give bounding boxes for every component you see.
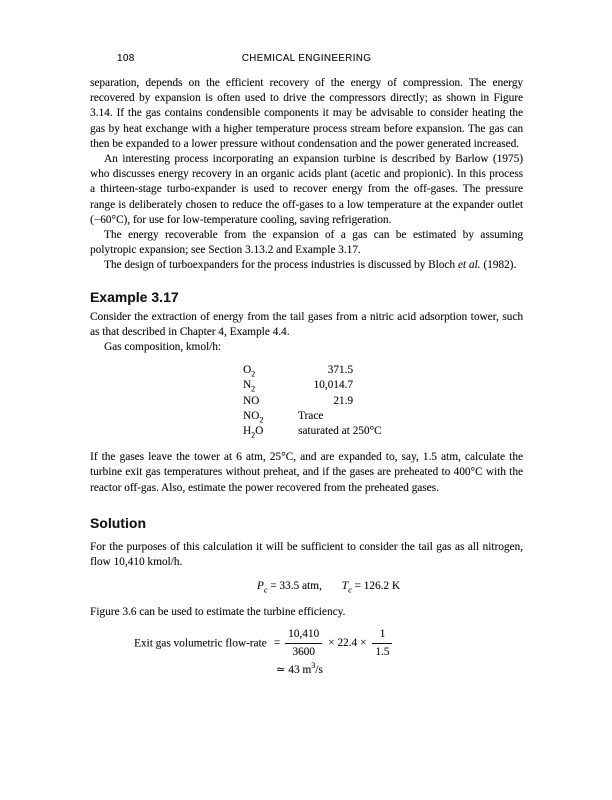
- para-expansion-turbine: An interesting process incorporating an expansion turbine is described by Barlow (1975) who discusses energy recovery in an organic acids plant (acetic and propionic). In this process a thirteen-stage turbo-expander is used to recover energy from the off-gases. The pressure range is deliberately chosen to reduce the off-gases to a low temperature at the expander outlet (−60°C), for use for low-temperature cooling, saving refrigeration.: [90, 153, 523, 226]
- gas-composition-label: Gas composition, kmol/h:: [104, 341, 222, 354]
- fraction-numerator: 1: [379, 627, 386, 640]
- example-intro: Consider the extraction of energy from the tail gases from a nitric acid adsorption tower, such as that described in Chapter 4, Example 4.4.: [90, 310, 523, 338]
- pressure-symbol: P: [256, 580, 264, 593]
- temperature-subscript: c: [348, 585, 352, 595]
- equals-sign: =: [273, 636, 281, 649]
- pressure-subscript: c: [263, 585, 268, 595]
- solution-intro: For the purposes of this calculation it will be sufficient to consider the tail gas as all nitrogen, flow 10,410 kmol/h.: [90, 540, 523, 569]
- multiply-operator: × 22.4 ×: [328, 636, 367, 649]
- solution-heading: Solution: [90, 515, 146, 531]
- gas-composition-row: [243, 424, 523, 439]
- gas-composition-row: [243, 363, 523, 378]
- figure-reference: Figure 3.6 can be used to estimate the turbine efficiency.: [90, 606, 346, 619]
- temperature-symbol: T: [341, 580, 349, 593]
- flow-rate-result: [276, 663, 523, 678]
- flow-rate-lhs: Exit gas volumetric flow-rate: [134, 636, 267, 649]
- critical-constants-inner: [256, 580, 401, 595]
- text-block: [90, 0, 523, 678]
- running-title: CHEMICAL ENGINEERING: [241, 53, 372, 64]
- species-formula: $H_2O$: [243, 425, 264, 440]
- fraction-numerator: 10,410: [288, 627, 320, 640]
- conditions-paragraph: If the gases leave the tower at 6 atm, 25°C, and are expanded to, say, 1.5 atm, calculate the turbine exit gas temperatures without preheat, and if the gases are preheated to 400°C with the reactor off-gas. Also, estimate the power recovered from the preheated gases.: [90, 451, 523, 494]
- fraction-denominator: 3600: [285, 643, 322, 660]
- species-formula: $NO_2$: [243, 409, 264, 425]
- critical-constants-equation: [90, 579, 523, 594]
- species-formula: NO: [243, 394, 260, 407]
- fraction-molar-flow: [285, 627, 322, 660]
- page-number: 108: [117, 53, 135, 64]
- para-energy-recoverable: The energy recoverable from the expansion of a gas can be estimated by assuming polytropic expansion; see Section 3.13.2 and Example 3.17.: [90, 229, 523, 257]
- temperature-value: = 126.2 K: [354, 580, 401, 593]
- gas-composition-row: [243, 409, 523, 424]
- species-amount: Trace: [298, 409, 324, 422]
- fraction-pressure-ratio: [372, 627, 392, 660]
- para-turboexpander-post: (1982).: [480, 259, 517, 272]
- fraction-denominator: 1.5: [372, 643, 392, 660]
- et-al-citation: et al.: [457, 259, 481, 272]
- flow-rate-equation: [134, 627, 523, 679]
- running-head: [90, 53, 523, 65]
- species-amount: 21.9: [333, 394, 353, 407]
- result-unit: /s: [315, 664, 323, 677]
- species-amount: saturated at 250°C: [298, 425, 382, 438]
- para-compression-recovery: separation, depends on the efficient recovery of the energy of compression. The energy recovered by expansion is often used to drive the compressors directly; as shown in Figure 3.14. If the gas contains condensible components it may be advisable to consider heating the gas by heat exchange with a higher temperature process stream before expansion. The gas can then be expanded to a lower pressure without condensation and the power generated increased.: [90, 77, 523, 150]
- pressure-value: = 33.5 atm,: [270, 580, 322, 593]
- species-formula: $O_2$: [243, 364, 256, 379]
- example-heading: Example 3.17: [90, 289, 179, 305]
- para-turboexpander-pre: The design of turboexpanders for the process industries is discussed by Bloch: [104, 259, 458, 272]
- result-value: ≃ 43 m: [276, 664, 312, 677]
- gas-composition-row: [243, 394, 523, 409]
- species-amount: 371.5: [327, 364, 353, 377]
- result-exponent: 3: [311, 661, 316, 671]
- gas-composition-row: [243, 378, 523, 393]
- species-formula: $N_2$: [243, 379, 256, 394]
- gas-composition-table: [243, 363, 523, 439]
- para-turboexpander-design: [90, 258, 523, 273]
- species-amount: 10,014.7: [313, 379, 353, 392]
- flow-rate-expression: [134, 627, 523, 660]
